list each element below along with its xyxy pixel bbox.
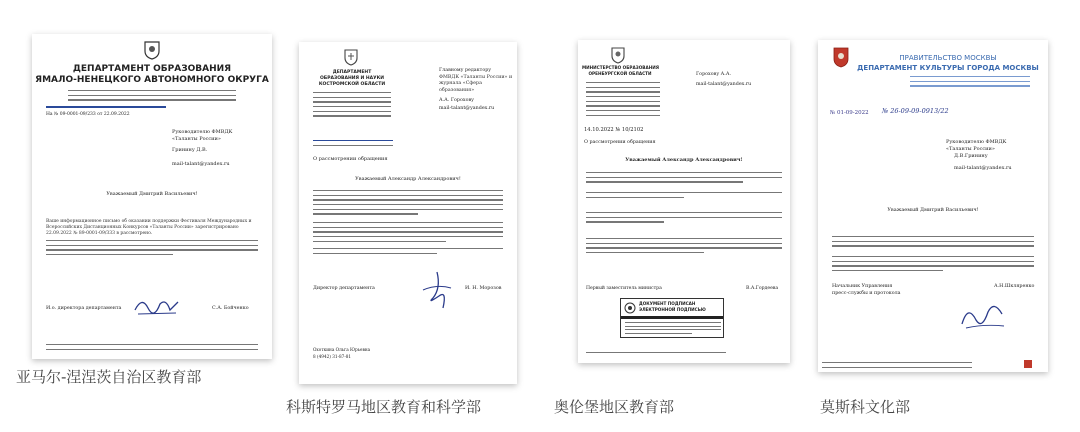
contact-name: Охоткина Ольга Юрьевна [313, 347, 371, 352]
caption-orenburg: 奥伦堡地区教育部 [554, 398, 675, 416]
recipient-email: mail-talant@yandex.ru [954, 165, 1012, 171]
signer-title: Директор департамента [313, 286, 375, 291]
e-signature-stamp [620, 298, 724, 338]
stamp-title-1: ДОКУМЕНТ ПОДПИСАН [639, 301, 696, 306]
body-para-1 [313, 190, 503, 218]
recipient-name: Гринину Д.В. [172, 147, 208, 153]
stamp-title-2: ЭЛЕКТРОННОЙ ПОДПИСЬЮ [639, 307, 706, 312]
subject: О рассмотрении обращения [584, 140, 656, 145]
signature-icon [958, 294, 1008, 334]
ministry-title-2: ОРЕНБУРГСКОЙ ОБЛАСТИ [588, 71, 652, 76]
recipient-name: Горохову А.А. [696, 72, 731, 77]
coat-of-arms-icon [343, 48, 359, 66]
date-number: 14.10.2022 № 10/2102 [584, 127, 644, 133]
signature-icon [417, 268, 457, 310]
signer-name: С.А. Бойченко [212, 306, 249, 311]
greeting: Уважаемый Дмитрий Васильевич! [106, 191, 198, 197]
signature-icon [132, 292, 182, 318]
body-para-3 [586, 212, 782, 226]
recipient-name: А.А. Горохову [439, 98, 474, 103]
body-para-2 [313, 222, 503, 245]
ref-date-number: № 26-09-09-0913/22 [882, 107, 949, 115]
signer-title-2: пресс-службы и протокола [832, 291, 901, 296]
signer-name: А.Н.Шкляренко [994, 284, 1035, 289]
recipient-email: mail-talant@yandex.ru [696, 82, 752, 87]
letter-kostroma [299, 42, 517, 384]
subject: О рассмотрении обращения [313, 156, 388, 162]
dept-address [313, 92, 391, 120]
signer-name: И. Н. Морозов [465, 286, 502, 291]
signer-title: Первый заместитель министра [586, 286, 662, 291]
letter-body: Ваше информационное письмо об оказании поддержки Фестиваля Международных и Всероссийских Дистанционных Конкурсов «Таланты России» зарегистрировано 22.09.2022 № 89-0001-09/333 в рассмотрено. [46, 219, 252, 237]
body-para-1 [832, 236, 1034, 250]
reg-number-line [313, 140, 393, 149]
coat-of-arms-icon [143, 40, 161, 60]
emblem-icon [624, 302, 636, 314]
caption-moscow: 莫斯科文化部 [820, 398, 911, 416]
recipient-line-1: Главному редактору [439, 68, 492, 73]
greeting: Уважаемый Дмитрий Васильевич! [887, 207, 979, 213]
greeting: Уважаемый Александр Александрович! [355, 176, 461, 182]
letter-orenburg [578, 40, 790, 363]
gov-title: ПРАВИТЕЛЬСТВО МОСКВЫ [899, 54, 997, 62]
reg-stamp-line [46, 106, 166, 111]
body-para-2 [832, 256, 1034, 275]
letter-yamal [32, 34, 272, 359]
body-para-4 [586, 238, 782, 257]
footer-contact-lines [822, 362, 972, 371]
signer-name: В.А.Гордеева [746, 286, 779, 291]
dept-title-3: КОСТРОМСКОЙ ОБЛАСТИ [318, 82, 386, 87]
dept-title-1: ДЕПАРТАМЕНТ ОБРАЗОВАНИЯ [72, 64, 232, 74]
dept-title-2: ЯМАЛО-НЕНЕЦКОГО АВТОНОМНОГО ОКРУГА [35, 75, 269, 85]
body-para-2 [586, 192, 782, 201]
body-para-3 [313, 248, 503, 257]
recipient-line-2: «Таланты России» [946, 146, 995, 152]
footer-contact-line [586, 352, 726, 357]
body-para-1 [586, 172, 782, 186]
footer-contact-lines [46, 344, 258, 353]
body-text-lines [46, 240, 258, 259]
signer-title: И.о. директора департамента [46, 306, 122, 311]
recipient-name: Д.В.Гринину [954, 153, 988, 159]
caption-yamal: 亚马尔-涅涅茨自治区教育部 [16, 368, 202, 386]
signer-title-1: Начальник Управления [832, 284, 893, 289]
greeting: Уважаемый Александр Александрович! [625, 157, 743, 163]
moscow-coat-of-arms-icon [832, 46, 850, 68]
recipient-email: mail-talant@yandex.ru [172, 161, 230, 167]
letter-moscow [818, 40, 1048, 372]
recipient-line-2: ФМВДК «Таланты России» и журнала «Сфера образования» [439, 75, 513, 93]
recipient-email: mail-talant@yandex.ru [439, 106, 495, 111]
dept-address [910, 76, 1030, 90]
caption-kostroma: 科斯特罗马地区教育和科学部 [286, 398, 482, 416]
recipient-title-1: Руководителю ФМВДК [172, 129, 233, 135]
dept-title: ДЕПАРТАМЕНТ КУЛЬТУРЫ ГОРОДА МОСКВЫ [857, 64, 1039, 72]
outgoing-number: На № 09-0001-09/233 от 22.09.2022 [46, 112, 130, 117]
recipient-line-1: Руководителю ФМВДК [946, 139, 1007, 145]
ref-number: № 01-09-2022 [830, 110, 869, 116]
ministry-title-1: МИНИСТЕРСТВО ОБРАЗОВАНИЯ [582, 65, 659, 70]
dept-address [68, 90, 236, 104]
stamp-details [625, 322, 721, 337]
contact-phone: 8 (4942) 31-87-81 [313, 354, 352, 359]
recipient-title-2: «Таланты России» [172, 136, 221, 142]
footer-logo [1024, 360, 1032, 368]
dept-title-1: ДЕПАРТАМЕНТ [332, 70, 372, 75]
ministry-address [586, 82, 660, 120]
coat-of-arms-icon [610, 46, 626, 64]
dept-title-2: ОБРАЗОВАНИЯ И НАУКИ [319, 76, 385, 81]
